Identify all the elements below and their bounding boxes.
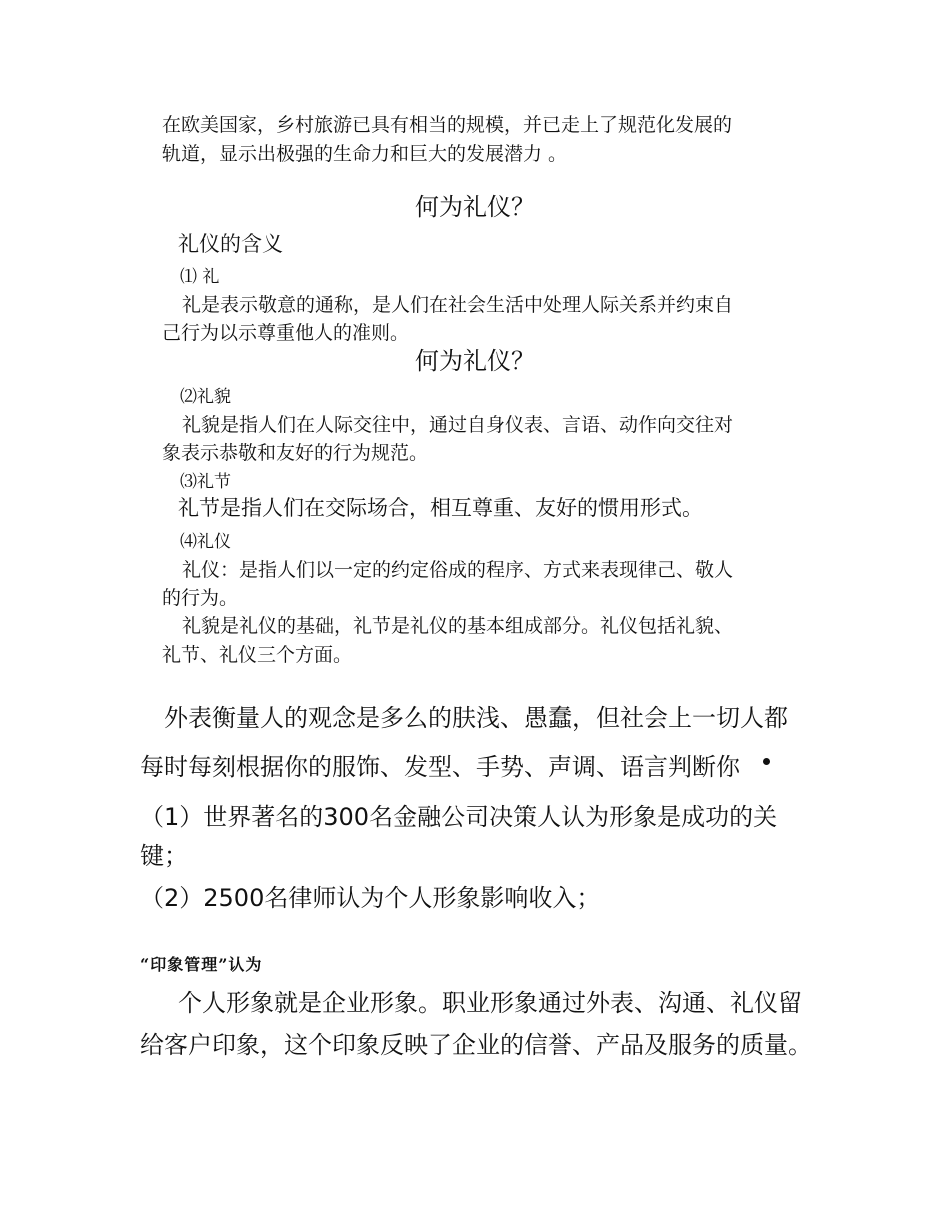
item-2-line-2: 象表示恭敬和友好的行为规范。	[162, 442, 429, 464]
summary-line-1: 礼貌是礼仪的基础，礼节是礼仪的基本组成部分。礼仪包括礼貌、	[182, 615, 734, 637]
item-2-label: ⑵礼貌	[180, 387, 231, 407]
item-4-line-2: 的行为。	[162, 587, 239, 609]
impression-line-2: 给客户印象，这个印象反映了企业的信誉、产品及服务的质量。	[140, 1031, 812, 1059]
subheading-meaning: 礼仪的含义	[178, 232, 283, 256]
appearance-line-2: 每时每刻根据你的服饰、发型、手势、声调、语言判断你	[140, 753, 740, 781]
impression-line-1: 个人形象就是企业形象。职业形象通过外表、沟通、礼仪留	[178, 989, 802, 1017]
point-1-line-2: 键；	[140, 842, 188, 870]
item-1-line-2: 己行为以示尊重他人的准则。	[162, 322, 410, 344]
intro-line-2: 轨道，显示出极强的生命力和巨大的发展潜力 。	[162, 143, 568, 165]
item-2-line-1: 礼貌是指人们在人际交往中，通过自身仪表、言语、动作向交往对	[182, 414, 734, 436]
point-2: （2）2500名律师认为个人形象影响收入；	[140, 884, 601, 912]
item-4-line-1: 礼仪：是指人们以一定的约定俗成的程序、方式来表现律己、敬人	[182, 559, 734, 581]
point-1-line-1: （1）世界著名的300名金融公司决策人认为形象是成功的关	[140, 803, 778, 831]
heading-what-is-etiquette: 何为礼仪？	[415, 193, 535, 221]
item-1-line-1: 礼是表示敬意的通称，是人们在社会生活中处理人际关系并约束自	[182, 294, 734, 316]
intro-line-1: 在欧美国家，乡村旅游已具有相当的规模，并已走上了规范化发展的	[162, 114, 733, 136]
item-3-label: ⑶礼节	[180, 472, 231, 492]
item-3-line-1: 礼节是指人们在交际场合，相互尊重、友好的惯用形式。	[178, 496, 703, 520]
impression-title: “印象管理”认为	[140, 955, 263, 974]
heading-what-is-etiquette-2: 何为礼仪？	[415, 347, 535, 375]
item-4-label: ⑷礼仪	[180, 532, 231, 552]
summary-line-2: 礼节、礼仪三个方面。	[162, 644, 353, 666]
appearance-line-1: 外表衡量人的观念是多么的肤浅、愚蠢，但社会上一切人都	[164, 704, 788, 732]
bullet-dot	[763, 758, 770, 765]
item-1-label: ⑴ 礼	[180, 267, 220, 287]
